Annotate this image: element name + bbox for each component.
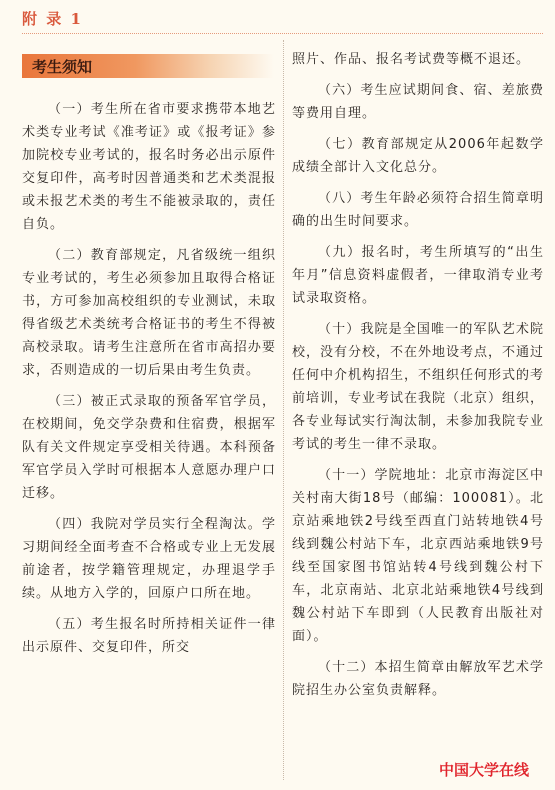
- paragraph-7: （七）教育部规定从2006年起数学成绩全部计入文化总分。: [292, 137, 544, 175]
- paragraph-5-continued: 照片、作品、报名考试费等概不退还。: [292, 52, 531, 67]
- site-watermark: 中国大学在线: [438, 761, 529, 779]
- column-divider: [283, 40, 284, 780]
- paragraph-6: （六）考生应试期间食、宿、差旅费等费用自理。: [292, 83, 544, 121]
- paragraph-11: （十一）学院地址：北京市海淀区中关村南大街18号（邮编：100081）。北京站乘地铁2号线至西直门站转地铁4号线到魏公村站下车，北京西站乘地铁9号线至国家图书馆站转4号线到魏公村下车，北京南站、北京北站乘地铁4号线到魏公村站下车即到（人民教育出版社对面）。: [292, 468, 544, 644]
- paragraph-3: （三）被正式录取的预备军官学员，在校期间，免交学杂费和住宿费，根据军队有关文件规定享受相关待遇。本科预备军官学员入学时可根据本人意愿办理户口迁移。: [22, 394, 276, 501]
- paragraph-10: （十）我院是全国唯一的军队艺术院校，没有分校，不在外地设考点，不通过任何中介机构招生，不组织任何形式的考前培训，专业考试在我院（北京）组织，各专业每试实行淘汰制，未参加我院专业考试的考生一律不录取。: [292, 322, 545, 452]
- paragraph-2: （二）教育部规定，凡省级统一组织专业考试的，考生必须参加且取得合格证书，方可参加高校组织的专业测试，未取得省级艺术类统考合格证书的考生不得被高校录取。请考生注意所在省市高招办要求，否则造成的一切后果由考生负责。: [22, 248, 276, 378]
- paragraph-5: （五）考生报名时所持相关证件一律出示原件、交复印件，所交: [22, 617, 276, 655]
- page-header: [0, 0, 555, 40]
- right-column: [292, 48, 544, 710]
- left-column: [22, 98, 276, 667]
- section-title: 考生须知: [32, 58, 93, 76]
- paragraph-12: （十二）本招生简章由解放军艺术学院招生办公室负责解释。: [292, 660, 544, 698]
- paragraph-8: （八）考生年龄必须符合招生简章明确的出生时间要求。: [292, 191, 544, 229]
- appendix-title: 附 录 1: [22, 10, 83, 28]
- paragraph-1: （一）考生所在省市要求携带本地艺术类专业考试《准考证》或《报考证》参加院校专业考试的，报名时务必出示原件交复印件，高考时因普通类和艺术类混报或未报艺术类的考生不能被录取的，责任自负。: [22, 102, 276, 232]
- paragraph-4: （四）我院对学员实行全程淘汰。学习期间经全面考查不合格或专业上无发展前途者，按学籍管理规定，办理退学手续。从地方入学的，回原户口所在地。: [22, 517, 276, 601]
- header-divider: [22, 33, 543, 34]
- paragraph-9: （九）报名时，考生所填写的“出生年月”信息资料虚假者，一律取消专业考试录取资格。: [292, 245, 544, 306]
- section-banner: [22, 54, 274, 78]
